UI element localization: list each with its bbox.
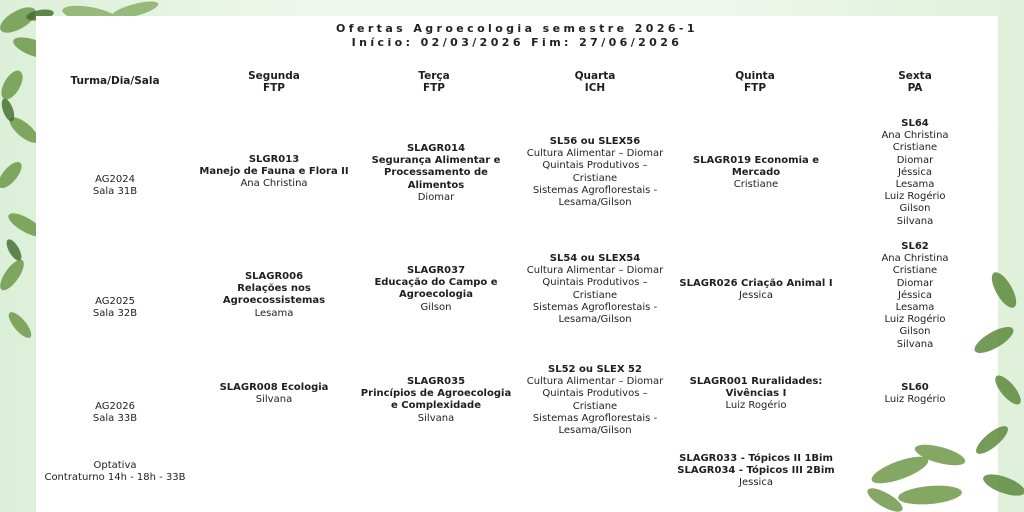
professor: Gilson bbox=[899, 326, 931, 338]
row-ag2025-segunda bbox=[223, 271, 325, 320]
course-professor: Silvana bbox=[417, 412, 455, 424]
title-line-2: Início: 02/03/2026 Fim: 27/06/2026 bbox=[351, 36, 683, 49]
row-ag2024-turma bbox=[93, 174, 137, 198]
course-professor: Lesama bbox=[254, 307, 294, 319]
header-turma bbox=[70, 75, 159, 87]
course-line-1: Cultura Alimentar – Diomar bbox=[526, 265, 664, 277]
row-ag2024-quarta bbox=[527, 136, 664, 209]
course-professor: Diomar bbox=[417, 191, 455, 203]
course-code: SL62 bbox=[901, 241, 929, 252]
course-line-5: Lesama/Gilson bbox=[558, 425, 632, 437]
turma-sala: Sala 33B bbox=[92, 413, 138, 425]
course-name-2: Agroecologia bbox=[399, 289, 473, 301]
course-line-2: Quintais Produtivos – bbox=[542, 160, 648, 172]
course-line-5: Lesama/Gilson bbox=[558, 314, 632, 326]
header-turma-label: Turma/Dia/Sala bbox=[70, 75, 160, 87]
row-ag2024-quinta bbox=[693, 155, 819, 192]
course-code: SL52 ou SLEX 52 bbox=[548, 364, 642, 375]
course-line-2: SLAGR034 - Tópicos III 2Bim bbox=[677, 465, 835, 477]
header-quarta-sub: ICH bbox=[584, 82, 606, 94]
course-professor: Cristiane bbox=[733, 179, 779, 191]
course-code: SLAGR008 Ecologia bbox=[219, 382, 329, 393]
header-quarta-day: Quarta bbox=[574, 70, 616, 82]
course-professor: Gilson bbox=[420, 301, 452, 313]
professor: Ana Christina bbox=[881, 253, 949, 265]
course-name-2: e Complexidade bbox=[390, 400, 481, 412]
course-professor: Silvana bbox=[255, 394, 293, 406]
professor: Cristiane bbox=[892, 142, 938, 154]
course-line-1: Cultura Alimentar – Diomar bbox=[526, 148, 664, 160]
row-ag2024-terca bbox=[372, 143, 501, 204]
course-line-3: Cristiane bbox=[572, 172, 618, 184]
header-sexta bbox=[898, 70, 932, 94]
header-sexta-sub: PA bbox=[907, 82, 923, 94]
header-segunda-sub: FTP bbox=[262, 82, 286, 94]
schedule-title bbox=[36, 22, 998, 50]
professor: Jéssica bbox=[898, 166, 932, 178]
professor: Silvana bbox=[896, 215, 934, 227]
course-code: SLAGR037 bbox=[406, 265, 466, 276]
row-ag2024-segunda bbox=[199, 154, 348, 191]
course-line-1: Cultura Alimentar – Diomar bbox=[526, 376, 664, 388]
course-name: Manejo de Fauna e Flora II bbox=[199, 166, 349, 178]
title-line-1: Ofertas Agroecologia semestre 2026-1 bbox=[336, 22, 698, 35]
row-ag2025-quarta bbox=[527, 253, 664, 326]
row-ag2025-turma bbox=[93, 296, 137, 320]
professor: Cristiane bbox=[892, 265, 938, 277]
professor: Lesama bbox=[895, 302, 935, 314]
course-name-1: Educação do Campo e bbox=[374, 277, 498, 289]
course-code-2: Vivências I bbox=[725, 388, 787, 400]
course-code: SLAGR006 bbox=[244, 271, 304, 282]
header-segunda bbox=[248, 70, 300, 94]
turma-sala: Sala 32B bbox=[92, 308, 138, 320]
course-code: SLAGR026 Criação Animal I bbox=[679, 278, 833, 289]
course-line-2: Quintais Produtivos – bbox=[542, 388, 648, 400]
professor: Diomar bbox=[896, 154, 934, 166]
course-code: SL54 ou SLEX54 bbox=[549, 253, 641, 264]
turma-name: AG2024 bbox=[95, 174, 135, 185]
professor: Luiz Rogério bbox=[884, 314, 946, 326]
course-name-2: Agroecossistemas bbox=[222, 295, 326, 307]
professor: Ana Christina bbox=[881, 130, 949, 142]
course-code-2: Mercado bbox=[731, 167, 781, 179]
professor: Silvana bbox=[896, 338, 934, 350]
header-terca-day: Terça bbox=[418, 70, 450, 82]
row-ag2026-sexta bbox=[884, 382, 945, 406]
course-code: SLAGR019 Economia e bbox=[692, 155, 820, 166]
course-line-2: Quintais Produtivos – bbox=[542, 277, 648, 289]
course-line-3: Cristiane bbox=[572, 400, 618, 412]
row-optativa-quinta bbox=[677, 453, 834, 490]
course-professor: Jessica bbox=[739, 477, 773, 489]
course-professor: Luiz Rogério bbox=[884, 394, 946, 406]
foliage-bottom-right-decoration bbox=[860, 430, 980, 512]
schedule-sheet bbox=[36, 16, 998, 512]
course-name-3: Alimentos bbox=[407, 179, 465, 191]
course-line-3: Cristiane bbox=[572, 289, 618, 301]
course-code: SLAGR035 bbox=[406, 376, 466, 387]
row-ag2025-terca bbox=[374, 265, 497, 314]
row-ag2026-quinta bbox=[690, 376, 823, 413]
row-ag2026-quarta bbox=[527, 364, 664, 437]
course-code: SL64 bbox=[901, 118, 929, 129]
header-quinta-sub: FTP bbox=[743, 82, 767, 94]
course-code: SL60 bbox=[901, 382, 929, 393]
course-name-2: Processamento de bbox=[384, 167, 488, 179]
course-code: SLAGR001 Ruralidades: bbox=[689, 376, 823, 387]
course-line-1: SLAGR033 - Tópicos II 1Bim bbox=[679, 453, 833, 464]
professor: Gilson bbox=[899, 203, 931, 215]
row-ag2026-turma bbox=[93, 401, 137, 425]
turma-name: Optativa bbox=[93, 460, 137, 471]
course-name-1: Segurança Alimentar e bbox=[371, 155, 501, 167]
professor: Luiz Rogério bbox=[884, 191, 946, 203]
course-code: SLGR013 bbox=[248, 154, 300, 165]
header-segunda-day: Segunda bbox=[248, 70, 300, 82]
row-ag2026-segunda bbox=[220, 382, 329, 406]
professor: Jéssica bbox=[898, 289, 932, 301]
turma-sala: Contraturno 14h - 18h - 33B bbox=[44, 472, 186, 484]
row-ag2025-sexta bbox=[881, 241, 948, 351]
header-quinta bbox=[735, 70, 775, 94]
row-ag2025-quinta bbox=[679, 278, 832, 302]
course-professor: Ana Christina bbox=[240, 178, 308, 190]
course-line-4: Sistemas Agroflorestais - bbox=[532, 184, 658, 196]
course-name-1: Princípios de Agroecologia bbox=[360, 388, 512, 400]
header-quinta-day: Quinta bbox=[735, 70, 775, 82]
header-quarta bbox=[575, 70, 616, 94]
header-terca bbox=[418, 70, 449, 94]
turma-name: AG2026 bbox=[95, 401, 135, 412]
turma-name: AG2025 bbox=[95, 296, 135, 307]
course-line-4: Sistemas Agroflorestais - bbox=[532, 412, 658, 424]
professor: Diomar bbox=[896, 277, 934, 289]
course-line-4: Sistemas Agroflorestais - bbox=[532, 301, 658, 313]
course-line-5: Lesama/Gilson bbox=[558, 197, 632, 209]
row-ag2024-sexta bbox=[881, 118, 948, 228]
row-optativa-turma bbox=[44, 460, 185, 484]
professor: Lesama bbox=[895, 179, 935, 191]
course-professor: Luiz Rogério bbox=[725, 400, 787, 412]
turma-sala: Sala 31B bbox=[92, 186, 138, 198]
row-ag2026-terca bbox=[361, 376, 511, 425]
header-terca-sub: FTP bbox=[422, 82, 446, 94]
course-professor: Jessica bbox=[739, 290, 773, 302]
course-code: SL56 ou SLEX56 bbox=[549, 136, 641, 147]
course-name-1: Relações nos bbox=[237, 283, 311, 295]
header-sexta-day: Sexta bbox=[898, 70, 932, 82]
course-code: SLAGR014 bbox=[406, 143, 466, 154]
